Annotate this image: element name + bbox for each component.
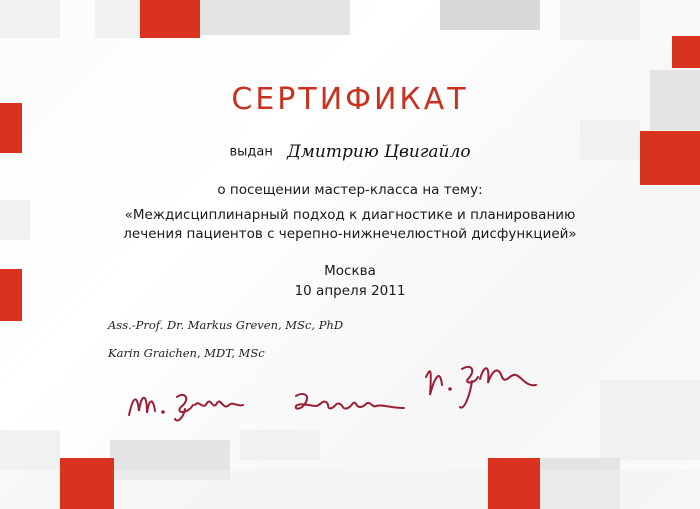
signature-3 <box>420 355 540 415</box>
city: Москва <box>324 263 376 279</box>
signature-1 <box>125 385 265 425</box>
red-square <box>140 0 200 38</box>
date: 10 апреля 2011 <box>294 283 406 299</box>
red-square <box>672 36 700 68</box>
certificate-title: СЕРТИФИКАТ <box>231 82 469 117</box>
signatory-name-1: Ass.-Prof. Dr. Markus Greven, MSc, PhD <box>108 318 344 332</box>
signatory-name-2: Karin Graichen, MDT, MSc <box>108 346 265 360</box>
issued-label: выдан <box>229 144 273 160</box>
recipient-name: Дмитрию Цвигайло <box>286 142 471 162</box>
red-square <box>488 458 540 509</box>
issued-to <box>0 142 700 162</box>
signature-2 <box>290 388 410 418</box>
topic-line-1: «Междисциплинарный подход к диагностике и планированию <box>124 207 576 223</box>
attendance-line: о посещении мастер-класса на тему: <box>217 182 483 198</box>
red-square <box>60 458 114 509</box>
topic-line-2: лечения пациентов с черепно-нижнечелюстной дисфункцией» <box>123 226 577 242</box>
